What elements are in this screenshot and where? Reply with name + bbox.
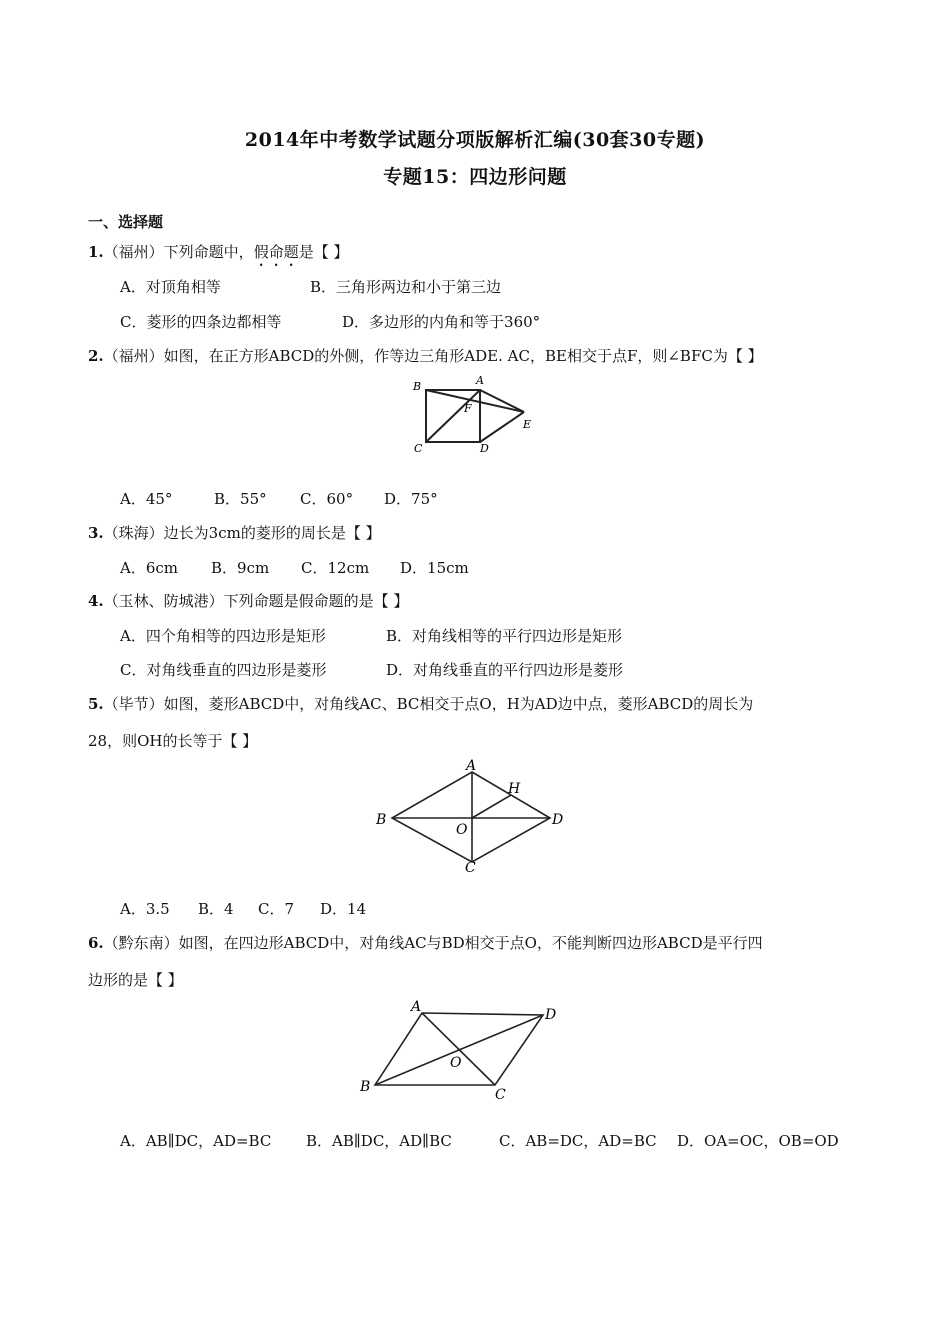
- question-6-number: 6.: [88, 934, 104, 952]
- section-heading: 一、选择题: [88, 213, 164, 231]
- question-3-option-b: B．9cm: [211, 559, 270, 577]
- question-6-stem-line1: （黔东南）如图，在四边形ABCD中，对角线AC与BD相交于点O，不能判断四边形ABCD是平行四: [103, 934, 763, 952]
- q2-label-c: C: [414, 442, 423, 455]
- q5-label-c: C: [465, 860, 476, 874]
- question-1-option-a: A．对顶角相等: [120, 278, 221, 296]
- question-4-stem-text: （玉林、防城港）下列命题是假命题的是【 】: [103, 592, 409, 610]
- question-1-stem-a: （福州）下列命题中，: [103, 243, 254, 261]
- document-subtitle: 专题15：四边形问题: [383, 166, 567, 188]
- question-2-option-d: D．75°: [384, 490, 438, 508]
- question-6-option-d: D．OA=OC，OB=OD: [677, 1132, 839, 1150]
- question-6-stem-line2: 边形的是【 】: [88, 971, 183, 989]
- question-4-option-b: B．对角线相等的平行四边形是矩形: [386, 627, 623, 645]
- q5-label-o: O: [456, 822, 468, 838]
- question-2-stem: [88, 346, 763, 366]
- q2-label-f: F: [464, 402, 472, 415]
- q6-label-b: B: [360, 1079, 371, 1095]
- q2-label-a: A: [476, 374, 484, 387]
- question-5-stem: [88, 694, 753, 714]
- question-4-stem: [88, 591, 408, 611]
- question-5-number: 5.: [88, 695, 104, 713]
- question-5-option-c: C．7: [258, 900, 295, 918]
- question-4-option-d: D．对角线垂直的平行四边形是菱形: [386, 661, 624, 679]
- q5-label-d: D: [552, 812, 564, 828]
- question-3-number: 3.: [88, 524, 104, 542]
- question-3-stem: [88, 523, 381, 543]
- q6-label-c: C: [495, 1087, 506, 1103]
- question-1-number: 1.: [88, 243, 104, 261]
- question-1-option-b: B．三角形两边和小于第三边: [310, 278, 502, 296]
- question-3-option-d: D．15cm: [400, 559, 469, 577]
- question-2-number: 2.: [88, 347, 104, 365]
- question-5-figure: [372, 758, 572, 874]
- question-4-option-a: A．四个角相等的四边形是矩形: [120, 627, 326, 645]
- q6-label-a: A: [411, 999, 422, 1015]
- question-5-option-d: D．14: [320, 900, 367, 918]
- question-1-option-c: C．菱形的四条边都相等: [120, 313, 282, 331]
- question-5-stem-line2: 28，则OH的长等于【 】: [88, 732, 258, 750]
- question-3-option-c: C．12cm: [301, 559, 370, 577]
- question-3-stem-text: （珠海）边长为3cm的菱形的周长是【 】: [103, 524, 381, 542]
- q2-label-e: E: [523, 418, 532, 431]
- question-2-option-a: A．45°: [120, 490, 173, 508]
- question-2-figure: [408, 372, 543, 457]
- question-5-option-a: A．3.5: [120, 900, 170, 918]
- question-6-option-b: B．AB∥DC，AD∥BC: [306, 1132, 452, 1150]
- question-6-option-c: C．AB=DC，AD=BC: [499, 1132, 657, 1150]
- question-2-option-c: C．60°: [300, 490, 354, 508]
- question-6-option-a: A．AB∥DC，AD=BC: [120, 1132, 272, 1150]
- question-5-stem-line1: （毕节）如图，菱形ABCD中，对角线AC、BC相交于点O，H为AD边中点，菱形ABCD的周长为: [103, 695, 754, 713]
- question-2-stem-text: （福州）如图，在正方形ABCD的外侧，作等边三角形ADE. AC，BE相交于点F，则∠BFC为【 】: [103, 347, 763, 365]
- question-2-option-b: B．55°: [214, 490, 267, 508]
- question-4-option-c: C．对角线垂直的四边形是菱形: [120, 661, 327, 679]
- question-3-option-a: A．6cm: [120, 559, 179, 577]
- q2-label-b: B: [413, 380, 422, 393]
- q6-label-o: O: [450, 1055, 462, 1071]
- question-5-option-b: B．4: [198, 900, 234, 918]
- q5-label-a: A: [466, 758, 477, 774]
- question-6-stem: [88, 933, 763, 953]
- question-6-figure: [355, 997, 570, 1107]
- question-1-stem: [88, 242, 348, 270]
- document-title: 2014年中考数学试题分项版解析汇编(30套30专题): [244, 129, 706, 151]
- q5-label-h: H: [508, 781, 521, 797]
- q2-label-d: D: [480, 442, 489, 455]
- question-1-option-d: D．多边形的内角和等于360°: [342, 313, 541, 331]
- q6-label-d: D: [545, 1007, 557, 1023]
- question-4-number: 4.: [88, 592, 104, 610]
- q5-label-b: B: [376, 812, 387, 828]
- question-1-stem-emph: 假命题: [253, 243, 299, 261]
- question-1-stem-b: 是【 】: [298, 243, 349, 261]
